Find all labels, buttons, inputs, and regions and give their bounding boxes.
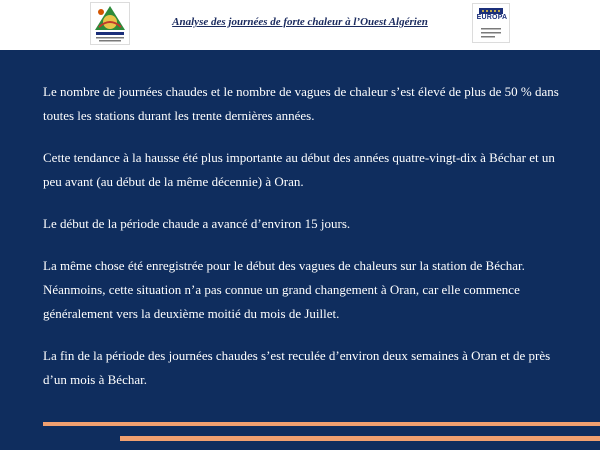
europa-logo <box>472 3 510 43</box>
accent-bar-bottom <box>120 436 600 441</box>
europa-logo-text: EUROPA <box>476 14 508 21</box>
slide-content <box>43 80 573 410</box>
paragraph-trend-nineties: Cette tendance à la hausse été plus importante au début des années quatre-vingt-dix à Béchar et un peu avant (au début de la même décennie) à Oran. <box>43 150 555 189</box>
paragraph-heat-days-increase: Le nombre de journées chaudes et le nombre de vagues de chaleur s’est élevé de plus de 50 % dans toutes les stations durant les trente dernières années. <box>43 84 559 123</box>
paragraph-hot-period-end: La fin de la période des journées chaudes s’est reculée d’environ deux semaines à Oran et de près d’un mois à Béchar. <box>43 348 551 387</box>
slide-header <box>0 0 600 50</box>
accent-bar-top <box>43 422 600 426</box>
crstra-logo <box>90 2 130 45</box>
slide-body <box>0 50 600 450</box>
paragraph-hot-period-start: Le début de la période chaude a avancé d’environ 15 jours. <box>43 216 351 231</box>
page-title: Analyse des journées de forte chaleur à l’Ouest Algérien <box>172 16 428 28</box>
eu-stars-icon <box>473 4 509 42</box>
paragraph-heatwave-start: La même chose été enregistrée pour le début des vagues de chaleurs sur la station de Béchar. Néanmoins, cette situation n’a pas connue un grand changement à Oran, car elle commence généralement vers la deuxième moitié du mois de Juillet. <box>43 258 525 321</box>
crstra-emblem-icon <box>91 3 129 44</box>
